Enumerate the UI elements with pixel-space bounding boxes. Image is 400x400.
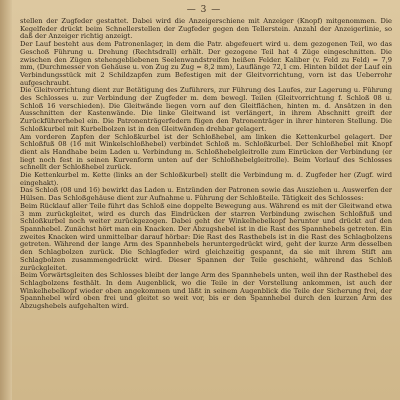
paragraph: Die Kettenkurbel m. Kette (links an der Schloßkurbel) stellt die Verbindung m. d. Zugfeder her (Zugf. wird eingehakt). bbox=[20, 171, 392, 187]
paragraph: Am vorderen Zapfen der Schloßkurbel ist der Schloßhebel, am linken die Kettenkurbel gelagert. Der Schloßfuß 08 (16 mit Winkelschloßhebel) verbindet Schloß m. Schloßkurbel. Der Schloßhebel mit Knopf dient als Handhabe beim Laden u. Verbindung m. Schloßhebelgleitrolle zum Einrücken der Verbindung (er liegt noch fest in seinen Kurvenform unten auf der Schloßhebelgleitrolle). Beim Vorlauf des Schlosses schnellt der Schloßhebel zurück. bbox=[20, 132, 392, 172]
paragraph: Beim Rücklauf aller Teile führt das Schloß eine doppelte Bewegung aus. Während es mit der Gleitwand etwa 3 mm zurückgleitet, wird es durch das Eindrücken der starren Verbindung zwischen Schloßfuß und Schloßkurbel noch weiter zurückgezogen. Dabei geht der Winkelhebelkopf herunter und drückt auf den Spannhebel. Zunächst hört man ein Knacken. Der Abzugshebel ist in die Rast des Spannhebels getreten. Ein zweites Knacken wird unmittelbar darauf hörbar: Die Rast des Rasthebels ist in die Rast des Schlagbolzens getreten. Während der lange Arm des Spannhebels heruntergedrückt wird, geht der kurze Arm desselben den Schlagbolzen zurück. Die Schlagfeder wird gleichzeitig gespannt, da sie mit ihrem Stift am Schlagbolzen zusammengedrückt wird. Dieser Spannen der Teile geschieht, während das Schloß zurückgleitet. bbox=[20, 201, 392, 272]
page-text bbox=[16, 18, 392, 311]
paragraph: stellen der Zugfeder gestattet. Dabei wird die Anzeigerschiene mit Anzeiger (Knopf) mitgenommen. Die Kegelfeder drückt beim Schnellerstellen der Zugfeder gegen den Tellerstein. Anzahl der Anzeigerlinie, so daß der Anzeiger richtig anzeigt. bbox=[20, 17, 392, 41]
paragraph: Das Schloß (08 und 16) bewirkt das Laden u. Entzünden der Patronen sowie das Ausziehen u. Auswerfen der Hülsen. Das Schloßgehäuse dient zur Aufnahme u. Führung der Schloßteile. Tätigkeit des Schlosses: bbox=[20, 186, 392, 203]
paragraph: Beim Vorwärtsgleiten des Schlosses bleibt der lange Arm des Spannhebels unten, weil ihn der Rasthebel des Schlagbolzens festhält. In dem Augenblick, wo die Teile in der Vorstellung ankommen, ist auch der Winkelhebelkopf wieder oben angekommen und läßt in seinem Augenblick die Teile der Sicherung frei, der Spannhebel wird oben frei und gleitet so weit vor, bis er den Spannhebel durch den kurzen Arm des Abzugshebels aufgehalten wird. bbox=[20, 271, 392, 311]
paragraph: Der Lauf besteht aus dem Patronenlager, in dem die Patr. abgefeuert wird u. dem gezogenen Teil, wo das Geschoß Führung u. Drehung (Rechtsdrall) erhält. Der gezogene Teil hat 4 Züge eingeschnitten. Die zwischen den Zügen stehengebliebenen Seelenwandstreifen heißen Felder. Kaliber (v. Feld zu Feld) = 7,9 mm, (Durchmesser von Gehäuse u. von Zug zu Zug = 8,2 mm), Lauflänge 72,1 cm. Hinten bildet der Lauf ein Verbindungsstück mit 2 Schildzapfen zum Befestigen mit der Gleitvorrichtung, vorn ist das Ueberrohr aufgeschraubt. bbox=[20, 40, 392, 87]
page-number: — 3 — bbox=[186, 5, 222, 15]
paragraph: Die Gleitvorrichtung dient zur Betätigung des Zuführers, zur Führung des Laufes, zur Lagerung u. Führung des Schlosses u. zur Verbindung der Zugfeder m. dem bewegl. Teilen (Gleitvorrichtung f. Schloß 08 u. Schloß 16 verschieden). Die Gleitwände liegen vorn auf den Gleitflächen, hinten m. d. Ansätzen in den Ausschnitten der Kastenwände. Die linke Gleitwand ist verlängert, in ihrem Abschnitt greift der Zurückführerhebel ein. Die Patronenträgerfedern fügen den Patronenträger in ihrer hinteren Stellung. Die Schloßkurbel mit Kurbelbolzen ist in den Gleitwänden drehbar gelagert. bbox=[20, 86, 392, 133]
